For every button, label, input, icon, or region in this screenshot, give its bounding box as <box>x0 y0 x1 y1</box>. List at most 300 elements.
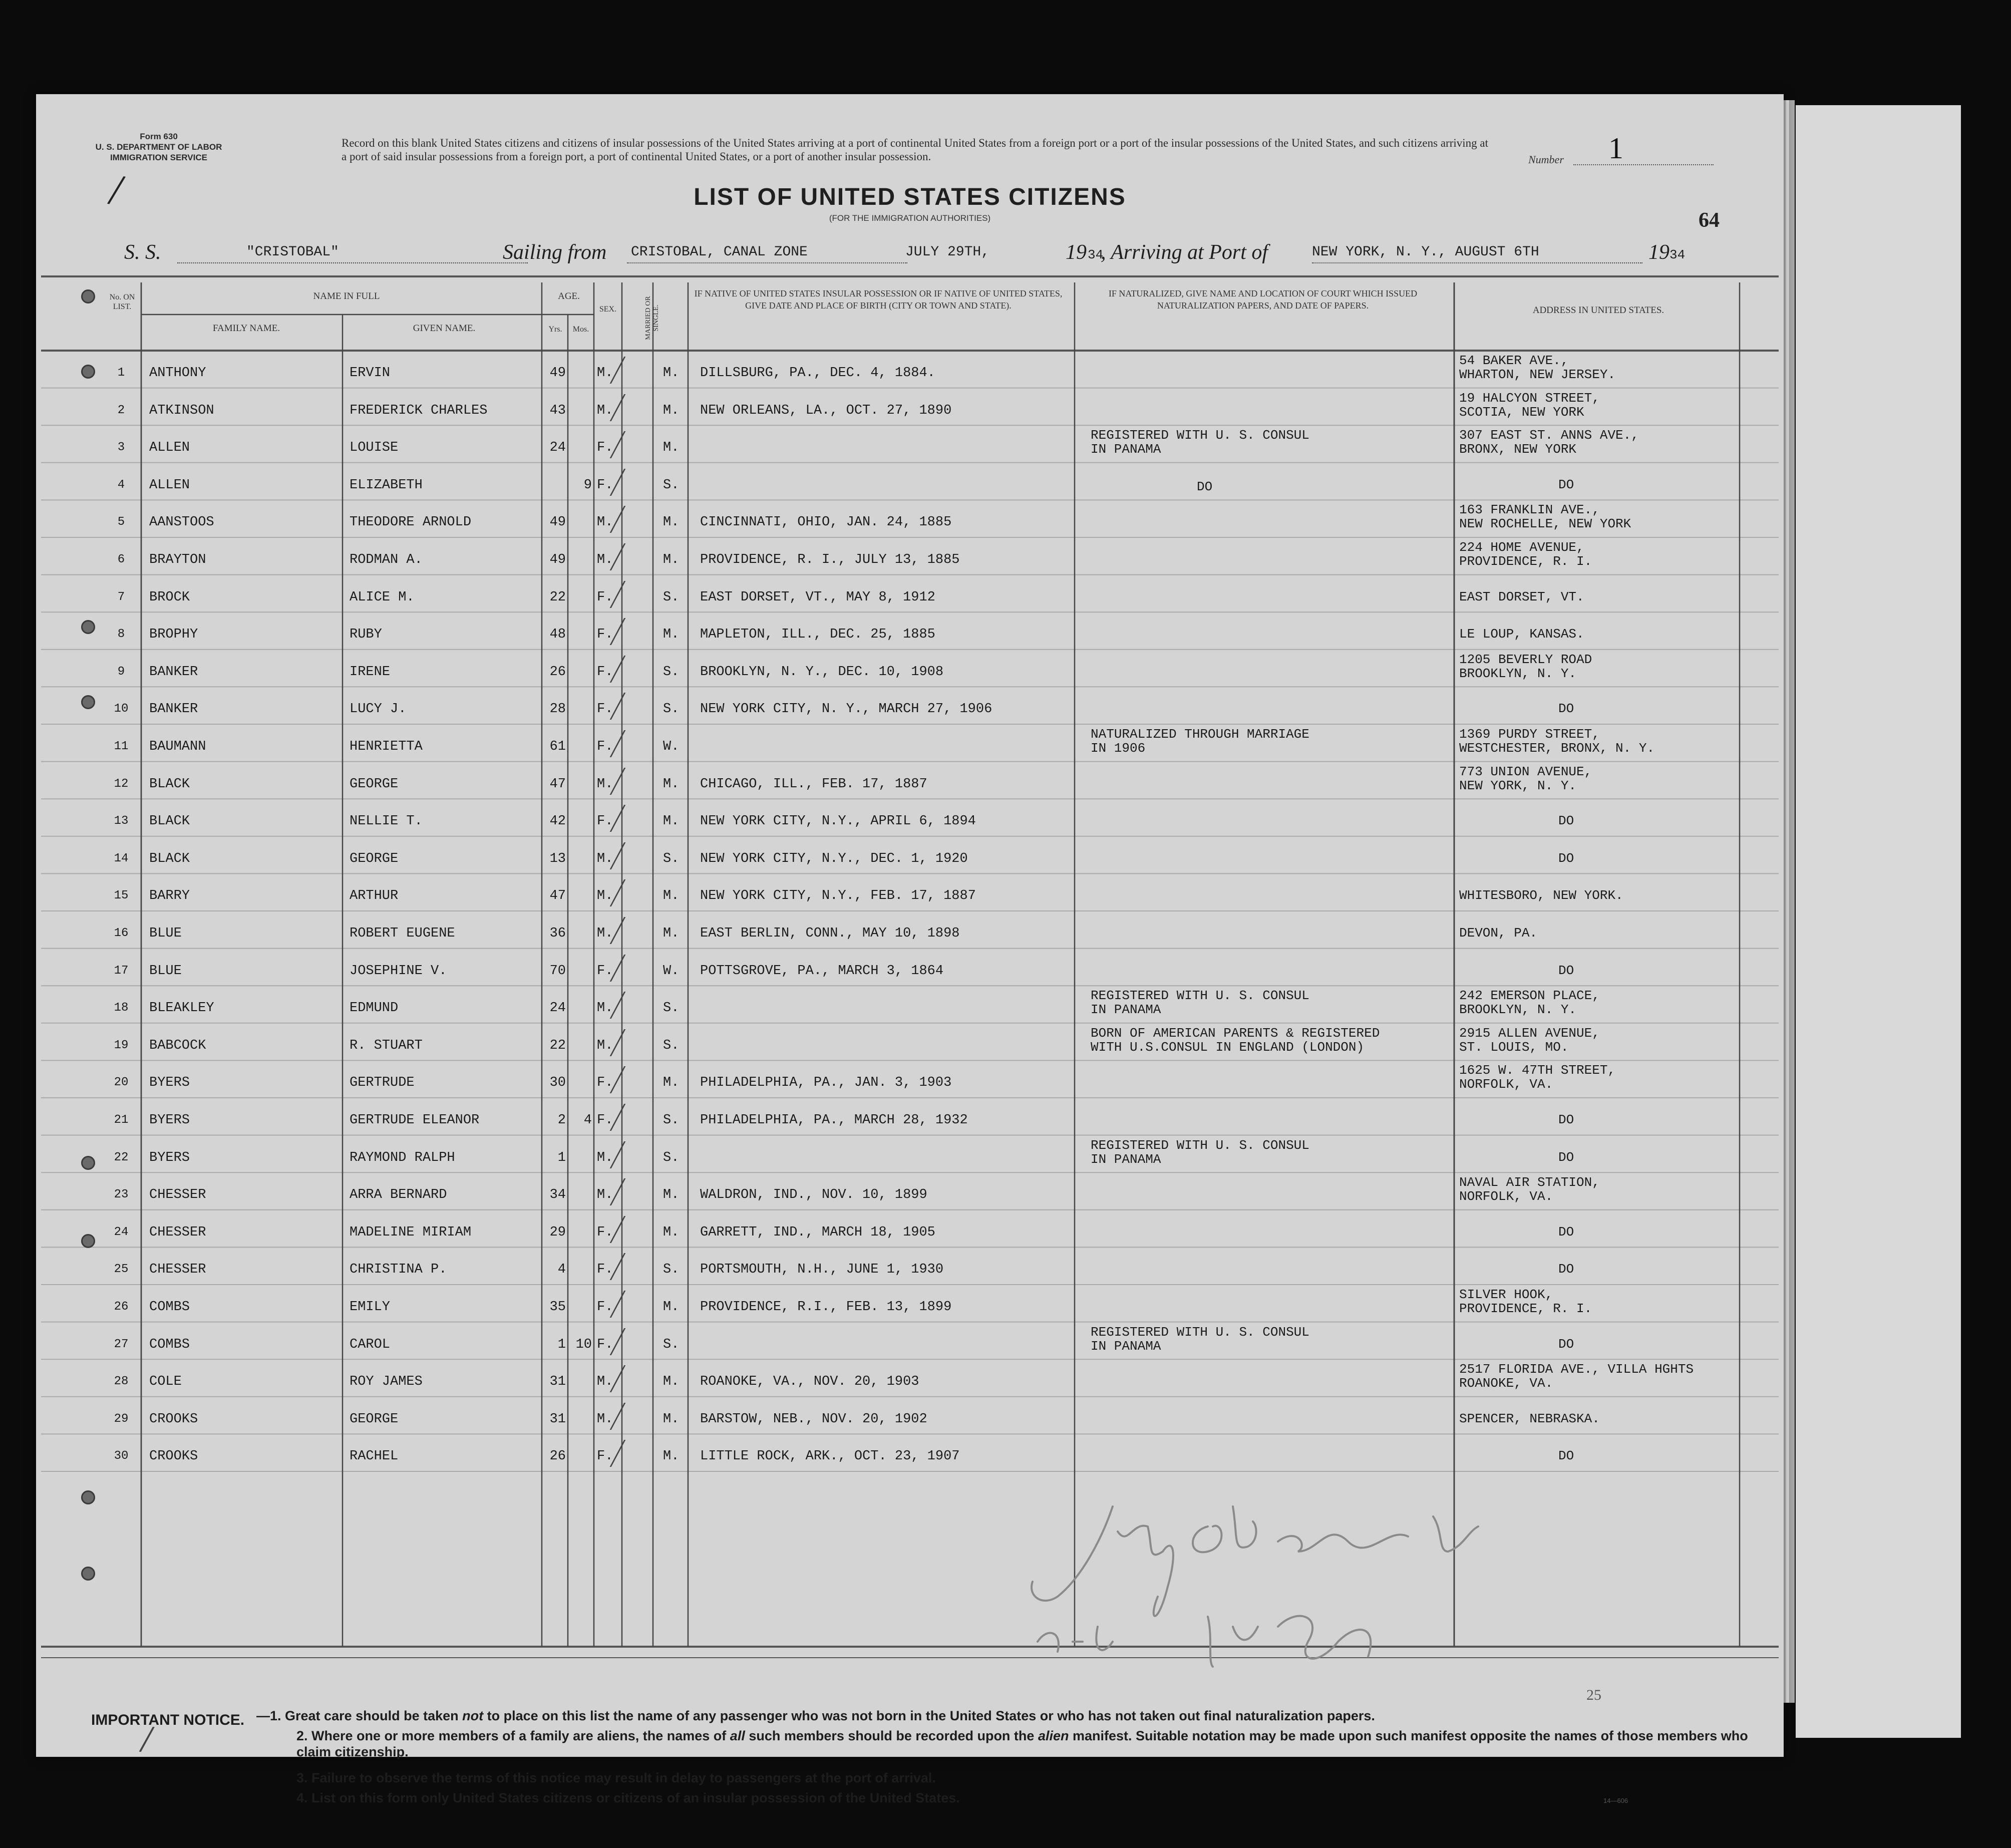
cell-age-years: 22 <box>549 589 566 605</box>
cell-given-name: EMILY <box>350 1300 391 1315</box>
cell-sex: M. <box>597 552 613 567</box>
cell-marital-status: S. <box>663 477 680 493</box>
binder-hole <box>81 1490 95 1504</box>
col-header-married: MARRIED OR SINGLE. <box>644 296 660 340</box>
arriving-year-prefix: 19 <box>1648 241 1669 264</box>
cell-list-number: 22 <box>114 1150 129 1164</box>
cell-age-years: 49 <box>549 552 566 567</box>
cell-list-number: 30 <box>114 1449 129 1463</box>
cell-naturalization-line-2: DO <box>1197 479 1213 494</box>
cell-list-number: 15 <box>114 889 129 903</box>
cell-marital-status: M. <box>663 1374 680 1390</box>
cell-list-number: 11 <box>114 740 129 753</box>
cell-family-name: CHESSER <box>149 1262 206 1278</box>
cell-list-number: 28 <box>114 1375 129 1389</box>
binder-hole <box>81 1567 95 1581</box>
cell-family-name: BLACK <box>149 851 190 866</box>
cell-family-name: BAUMANN <box>149 739 206 754</box>
cell-marital-status: S. <box>663 1337 680 1352</box>
cell-given-name: RUBY <box>350 627 382 643</box>
cell-naturalization-line-2: IN PANAMA <box>1091 1338 1161 1354</box>
cell-birth-place-date: NEW YORK CITY, N.Y., DEC. 1, 1920 <box>700 851 968 866</box>
cell-marital-status: S. <box>663 1038 680 1053</box>
binder-hole <box>81 365 95 379</box>
cell-naturalization-line-2: IN PANAMA <box>1091 442 1161 457</box>
cell-given-name: ROBERT EUGENE <box>350 926 455 941</box>
page-title: LIST OF UNITED STATES CITIZENS <box>694 184 1126 210</box>
page-number: 64 <box>1699 209 1720 232</box>
cell-sex: F. <box>597 1449 613 1464</box>
signature-stamp <box>997 1476 1578 1687</box>
cell-address-line-2: NEW YORK, N. Y. <box>1459 778 1577 793</box>
cell-sex: F. <box>597 963 613 979</box>
notice-item-3: 3. Failure to observe the terms of this notice may result in delay to passengers at the port of arrival. <box>296 1770 936 1785</box>
cell-given-name: ELIZABETH <box>350 477 423 493</box>
col-header-age: AGE. <box>558 291 580 301</box>
cell-marital-status: S. <box>663 1001 680 1016</box>
cell-sex: M. <box>597 776 613 792</box>
cell-marital-status: M. <box>663 552 680 567</box>
cell-marital-status: M. <box>663 1075 680 1091</box>
cell-sex: F. <box>597 589 613 605</box>
form-number: Form 630 <box>140 132 178 141</box>
cell-age-years: 4 <box>557 1262 566 1278</box>
cell-age-months: 4 <box>583 1113 592 1128</box>
cell-marital-status: W. <box>663 963 680 979</box>
cell-birth-place-date: WALDRON, IND., NOV. 10, 1899 <box>700 1187 927 1203</box>
cell-list-number: 9 <box>117 665 125 679</box>
cell-given-name: ROY JAMES <box>350 1374 423 1390</box>
cell-age-years: 24 <box>549 440 566 456</box>
binder-hole <box>81 1156 95 1170</box>
notice-title: IMPORTANT NOTICE. <box>91 1712 245 1728</box>
arriving-year: 34 <box>1669 247 1686 262</box>
cell-age-years: 29 <box>549 1224 566 1240</box>
cell-marital-status: S. <box>663 1150 680 1165</box>
cell-sex: M. <box>597 515 613 530</box>
cell-sex: M. <box>597 403 613 418</box>
notice-margin-mark: / <box>137 1716 156 1762</box>
cell-address-line-2: DO <box>1558 963 1574 978</box>
notice-item-4: 4. List on this form only United States citizens or citizens of an insular possession of the United States. <box>296 1790 960 1805</box>
cell-sex: F. <box>597 739 613 754</box>
cell-family-name: COMBS <box>149 1337 190 1352</box>
cell-birth-place-date: NEW YORK CITY, N. Y., MARCH 27, 1906 <box>700 702 992 717</box>
cell-sex: M. <box>597 1150 613 1165</box>
cell-marital-status: S. <box>663 851 680 866</box>
cell-given-name: FREDERICK CHARLES <box>350 403 488 418</box>
cell-sex: M. <box>597 851 613 866</box>
cell-family-name: AANSTOOS <box>149 515 214 530</box>
cell-age-years: 47 <box>549 888 566 904</box>
cell-marital-status: S. <box>663 1262 680 1278</box>
cell-marital-status: M. <box>663 814 680 829</box>
margin-check-mark: / <box>105 164 128 216</box>
cell-given-name: CAROL <box>350 1337 391 1352</box>
cell-birth-place-date: CINCINNATI, OHIO, JAN. 24, 1885 <box>700 515 952 530</box>
cell-address-line-2: DO <box>1558 701 1574 717</box>
cell-address-line-2: WHITESBORO, NEW YORK. <box>1459 888 1623 903</box>
cell-list-number: 17 <box>114 964 129 978</box>
cell-naturalization-line-2: IN 1906 <box>1091 741 1146 756</box>
cell-marital-status: S. <box>663 702 680 717</box>
cell-list-number: 27 <box>114 1337 129 1351</box>
department-name: U. S. DEPARTMENT OF LABOR <box>95 142 222 152</box>
cell-address-line-1: 773 UNION AVENUE, <box>1459 764 1592 779</box>
cell-birth-place-date: GARRETT, IND., MARCH 18, 1905 <box>700 1224 935 1240</box>
cell-given-name: GEORGE <box>350 1411 399 1427</box>
cell-family-name: CHESSER <box>149 1224 206 1240</box>
cell-sex: M. <box>597 1374 613 1390</box>
cell-birth-place-date: EAST BERLIN, CONN., MAY 10, 1898 <box>700 926 960 941</box>
cell-address-line-2: DO <box>1558 813 1574 829</box>
cell-birth-place-date: LITTLE ROCK, ARK., OCT. 23, 1907 <box>700 1449 960 1464</box>
cell-birth-place-date: ROANOKE, VA., NOV. 20, 1903 <box>700 1374 919 1390</box>
cell-address-line-2: DO <box>1558 1224 1574 1240</box>
cell-sex: M. <box>597 1411 613 1427</box>
cell-given-name: LOUISE <box>350 440 399 456</box>
cell-given-name: R. STUART <box>350 1038 423 1053</box>
cell-sex: F. <box>597 1075 613 1091</box>
cell-age-years: 1 <box>557 1337 566 1352</box>
cell-birth-place-date: PROVIDENCE, R. I., JULY 13, 1885 <box>700 552 960 567</box>
cell-address-line-2: BROOKLYN, N. Y. <box>1459 1002 1577 1018</box>
col-header-mos: Mos. <box>572 325 589 334</box>
notice-item-2-emphasis-alien: alien <box>1038 1728 1069 1743</box>
col-header-given: GIVEN NAME. <box>413 323 476 334</box>
cell-age-years: 26 <box>549 1449 566 1464</box>
cell-address-line-1: 307 EAST ST. ANNS AVE., <box>1459 428 1639 443</box>
cell-list-number: 16 <box>114 927 129 940</box>
cell-age-years: 28 <box>549 702 566 717</box>
notice-item-1-emphasis: not <box>462 1708 484 1723</box>
cell-age-years: 43 <box>549 403 566 418</box>
cell-marital-status: M. <box>663 403 680 418</box>
cell-address-line-2: LE LOUP, KANSAS. <box>1459 627 1584 642</box>
cell-naturalization-line-1: REGISTERED WITH U. S. CONSUL <box>1091 988 1309 1004</box>
cell-list-number: 21 <box>114 1113 129 1127</box>
cell-marital-status: S. <box>663 664 680 680</box>
col-header-birth: IF NATIVE OF UNITED STATES INSULAR POSSESSION OR IF NATIVE OF UNITED STATES, GIVE DATE AND PLACE OF BIRTH (CITY OR TOWN AND STATE). <box>694 288 1063 311</box>
sailing-year-prefix: 19 <box>1066 241 1087 264</box>
cell-address-line-2: DEVON, PA. <box>1459 926 1538 941</box>
cell-family-name: BABCOCK <box>149 1038 206 1053</box>
ss-label: S. S. <box>124 241 161 264</box>
cell-list-number: 10 <box>114 702 129 716</box>
cell-sex: F. <box>597 440 613 456</box>
ship-name: "CRISTOBAL" <box>246 244 339 260</box>
cell-age-months: 9 <box>583 477 592 493</box>
cell-family-name: BLEAKLEY <box>149 1001 214 1016</box>
cell-birth-place-date: POTTSGROVE, PA., MARCH 3, 1864 <box>700 963 944 979</box>
cell-family-name: BANKER <box>149 702 198 717</box>
cell-address-line-2: NEW ROCHELLE, NEW YORK <box>1459 516 1631 532</box>
arriving-port: NEW YORK, N. Y., AUGUST 6TH <box>1312 244 1539 260</box>
notice-item-1 <box>256 1708 1749 1724</box>
cell-address-line-1: 1625 W. 47TH STREET, <box>1459 1063 1616 1078</box>
cell-naturalization-line-1: REGISTERED WITH U. S. CONSUL <box>1091 1324 1309 1340</box>
binder-hole <box>81 695 95 709</box>
page-mark: 25 <box>1586 1687 1601 1703</box>
cell-list-number: 12 <box>114 777 129 791</box>
notice-item-1-text-a: —1. Great care should be taken <box>256 1708 463 1723</box>
col-header-naturalized: IF NATURALIZED, GIVE NAME AND LOCATION OF COURT WHICH ISSUED NATURALIZATION PAPERS, AND DATE OF PAPERS. <box>1108 288 1418 311</box>
cell-address-line-1: NAVAL AIR STATION, <box>1459 1175 1600 1190</box>
cell-address-line-1: 2517 FLORIDA AVE., VILLA HGHTS <box>1459 1362 1694 1377</box>
cell-sex: M. <box>597 366 613 381</box>
cell-family-name: CROOKS <box>149 1449 198 1464</box>
cell-age-years: 30 <box>549 1075 566 1091</box>
cell-family-name: ALLEN <box>149 440 190 456</box>
cell-family-name: BLUE <box>149 963 182 979</box>
cell-family-name: BANKER <box>149 664 198 680</box>
cell-given-name: CHRISTINA P. <box>350 1262 447 1278</box>
cell-age-years: 61 <box>549 739 566 754</box>
cell-family-name: COLE <box>149 1374 182 1390</box>
cell-list-number: 7 <box>117 590 125 604</box>
cell-age-years: 1 <box>557 1150 566 1165</box>
cell-list-number: 6 <box>117 553 125 566</box>
notice-item-2 <box>296 1728 1749 1760</box>
cell-list-number: 14 <box>114 851 129 865</box>
col-header-family: FAMILY NAME. <box>212 323 280 334</box>
cell-address-line-1: 163 FRANKLIN AVE., <box>1459 502 1600 518</box>
cell-sex: F. <box>597 1224 613 1240</box>
cell-address-line-2: DO <box>1558 477 1574 492</box>
cell-marital-status: M. <box>663 1224 680 1240</box>
cell-family-name: BARRY <box>149 888 190 904</box>
cell-sex: F. <box>597 1300 613 1315</box>
cell-family-name: BLACK <box>149 776 190 792</box>
cell-birth-place-date: NEW YORK CITY, N.Y., APRIL 6, 1894 <box>700 814 976 829</box>
cell-age-years: 24 <box>549 1001 566 1016</box>
cell-marital-status: M. <box>663 888 680 904</box>
cell-marital-status: S. <box>663 1113 680 1128</box>
cell-given-name: GEORGE <box>350 851 399 866</box>
cell-list-number: 23 <box>114 1188 129 1202</box>
cell-family-name: BYERS <box>149 1150 190 1165</box>
cell-age-years: 49 <box>549 515 566 530</box>
cell-given-name: GERTRUDE ELEANOR <box>350 1113 480 1128</box>
cell-birth-place-date: EAST DORSET, VT., MAY 8, 1912 <box>700 589 935 605</box>
cell-address-line-1: 1369 PURDY STREET, <box>1459 727 1600 742</box>
cell-age-years: 26 <box>549 664 566 680</box>
cell-marital-status: M. <box>663 776 680 792</box>
sailing-from: CRISTOBAL, CANAL ZONE <box>631 244 808 260</box>
cell-given-name: ERVIN <box>350 366 391 381</box>
col-header-no: No. ON LIST. <box>109 293 135 311</box>
cell-given-name: RAYMOND RALPH <box>350 1150 455 1165</box>
cell-sex: M. <box>597 1001 613 1016</box>
cell-family-name: ALLEN <box>149 477 190 493</box>
cell-age-months: 10 <box>575 1337 592 1352</box>
cell-age-years: 13 <box>549 851 566 866</box>
cell-marital-status: M. <box>663 627 680 643</box>
cell-address-line-2: BRONX, NEW YORK <box>1459 442 1577 457</box>
cell-marital-status: M. <box>663 926 680 941</box>
cell-address-line-2: DO <box>1558 1149 1574 1165</box>
cell-given-name: EDMUND <box>350 1001 399 1016</box>
cell-address-line-2: NORFOLK, VA. <box>1459 1077 1553 1092</box>
cell-list-number: 13 <box>114 814 129 828</box>
cell-family-name: BLACK <box>149 814 190 829</box>
form-code: 14—606 <box>1603 1797 1628 1804</box>
cell-list-number: 24 <box>114 1225 129 1239</box>
cell-address-line-2: DO <box>1558 1448 1574 1464</box>
cell-address-line-1: SILVER HOOK, <box>1459 1287 1553 1302</box>
cell-given-name: LUCY J. <box>350 702 407 717</box>
cell-birth-place-date: PROVIDENCE, R.I., FEB. 13, 1899 <box>700 1300 952 1315</box>
cell-address-line-2: NORFOLK, VA. <box>1459 1189 1553 1204</box>
cell-marital-status: M. <box>663 1411 680 1427</box>
cell-list-number: 29 <box>114 1412 129 1426</box>
cell-sex: F. <box>597 1113 613 1128</box>
cell-address-line-1: 54 BAKER AVE., <box>1459 353 1569 368</box>
cell-family-name: BROCK <box>149 589 190 605</box>
cell-birth-place-date: BROOKLYN, N. Y., DEC. 10, 1908 <box>700 664 944 680</box>
cell-given-name: RODMAN A. <box>350 552 423 567</box>
cell-family-name: CHESSER <box>149 1187 206 1203</box>
cell-marital-status: M. <box>663 1300 680 1315</box>
binder-hole <box>81 620 95 634</box>
cell-marital-status: M. <box>663 1187 680 1203</box>
cell-address-line-2: DO <box>1558 1112 1574 1127</box>
cell-birth-place-date: MAPLETON, ILL., DEC. 25, 1885 <box>700 627 935 643</box>
cell-marital-status: M. <box>663 1449 680 1464</box>
cell-age-years: 70 <box>549 963 566 979</box>
col-header-name-in-full: NAME IN FULL <box>313 291 380 301</box>
cell-birth-place-date: BARSTOW, NEB., NOV. 20, 1902 <box>700 1411 927 1427</box>
cell-given-name: RACHEL <box>350 1449 399 1464</box>
cell-family-name: BYERS <box>149 1113 190 1128</box>
cell-marital-status: W. <box>663 739 680 754</box>
cell-family-name: ATKINSON <box>149 403 214 418</box>
cell-marital-status: M. <box>663 515 680 530</box>
cell-list-number: 2 <box>117 403 125 417</box>
binder-hole <box>81 1234 95 1248</box>
notice-item-2-text-b: such members should be recorded upon the <box>745 1728 1038 1743</box>
cell-birth-place-date: PHILADELPHIA, PA., MARCH 28, 1932 <box>700 1113 968 1128</box>
cell-given-name: ALICE M. <box>350 589 415 605</box>
cell-given-name: ARRA BERNARD <box>350 1187 447 1203</box>
cell-sex: M. <box>597 1187 613 1203</box>
cell-age-years: 34 <box>549 1187 566 1203</box>
cell-sex: F. <box>597 1262 613 1278</box>
cell-naturalization-line-2: WITH U.S.CONSUL IN ENGLAND (LONDON) <box>1091 1039 1365 1055</box>
cell-list-number: 26 <box>114 1300 129 1314</box>
arriving-label: , Arriving at Port of <box>1101 241 1268 264</box>
cell-naturalization-line-2: IN PANAMA <box>1091 1151 1161 1167</box>
cell-age-years: 22 <box>549 1038 566 1053</box>
col-header-address: ADDRESS IN UNITED STATES. <box>1532 305 1664 316</box>
cell-address-line-2: PROVIDENCE, R. I. <box>1459 554 1592 569</box>
cell-naturalization-line-1: REGISTERED WITH U. S. CONSUL <box>1091 428 1309 443</box>
cell-age-years: 48 <box>549 627 566 643</box>
cell-given-name: MADELINE MIRIAM <box>350 1224 472 1240</box>
cell-age-years: 2 <box>557 1113 566 1128</box>
cell-address-line-2: DO <box>1558 850 1574 866</box>
cell-address-line-2: BROOKLYN, N. Y. <box>1459 666 1577 681</box>
binder-hole <box>81 289 95 303</box>
cell-sex: F. <box>597 664 613 680</box>
cell-birth-place-date: CHICAGO, ILL., FEB. 17, 1887 <box>700 776 927 792</box>
cell-sex: M. <box>597 888 613 904</box>
cell-list-number: 20 <box>114 1076 129 1090</box>
cell-address-line-2: ST. LOUIS, MO. <box>1459 1039 1569 1055</box>
sailing-date: JULY 29TH, <box>905 244 990 260</box>
number-label: Number <box>1528 153 1564 166</box>
cell-birth-place-date: NEW YORK CITY, N.Y., FEB. 17, 1887 <box>700 888 976 904</box>
cell-age-years: 35 <box>549 1300 566 1315</box>
cell-birth-place-date: DILLSBURG, PA., DEC. 4, 1884. <box>700 366 935 381</box>
cell-age-years: 31 <box>549 1374 566 1390</box>
cell-age-years: 36 <box>549 926 566 941</box>
cell-address-line-1: 242 EMERSON PLACE, <box>1459 988 1600 1004</box>
col-header-sex: SEX. <box>599 305 617 314</box>
cell-address-line-2: PROVIDENCE, R. I. <box>1459 1301 1592 1316</box>
cell-list-number: 1 <box>117 366 125 380</box>
cell-given-name: GERTRUDE <box>350 1075 415 1091</box>
cell-given-name: GEORGE <box>350 776 399 792</box>
notice-item-2-text-c: manifest. Suitable notation may be made upon such manifest opposite the names of those members who claim citizenship. <box>296 1728 1748 1759</box>
cell-marital-status: S. <box>663 589 680 605</box>
cell-given-name: ARTHUR <box>350 888 399 904</box>
cell-given-name: IRENE <box>350 664 391 680</box>
cell-sex: F. <box>597 814 613 829</box>
cell-family-name: BLUE <box>149 926 182 941</box>
cell-birth-place-date: PORTSMOUTH, N.H., JUNE 1, 1930 <box>700 1262 944 1278</box>
cell-list-number: 5 <box>117 515 125 529</box>
cell-sex: M. <box>597 926 613 941</box>
cell-age-years: 49 <box>549 366 566 381</box>
cell-address-line-2: SPENCER, NEBRASKA. <box>1459 1411 1600 1426</box>
cell-address-line-2: WESTCHESTER, BRONX, N. Y. <box>1459 741 1655 756</box>
cell-family-name: CROOKS <box>149 1411 198 1427</box>
cell-address-line-1: 19 HALCYON STREET, <box>1459 390 1600 406</box>
notice-item-2-text-a: 2. Where one or more members of a family are aliens, the names of <box>296 1728 730 1743</box>
cell-given-name: HENRIETTA <box>350 739 423 754</box>
cell-sex: F. <box>597 1337 613 1352</box>
cell-list-number: 3 <box>117 441 125 455</box>
cell-address-line-2: ROANOKE, VA. <box>1459 1376 1553 1391</box>
cell-age-years: 47 <box>549 776 566 792</box>
cell-marital-status: M. <box>663 440 680 456</box>
cell-sex: F. <box>597 477 613 493</box>
cell-naturalization-line-1: NATURALIZED THROUGH MARRIAGE <box>1091 727 1309 742</box>
cell-birth-place-date: PHILADELPHIA, PA., JAN. 3, 1903 <box>700 1075 952 1091</box>
cell-list-number: 8 <box>117 628 125 642</box>
cell-naturalization-line-2: IN PANAMA <box>1091 1002 1161 1018</box>
manifest-sheet <box>36 94 1784 1805</box>
cell-sex: M. <box>597 1038 613 1053</box>
cell-list-number: 25 <box>114 1263 129 1277</box>
col-header-yrs: Yrs. <box>548 325 562 334</box>
cell-sex: F. <box>597 702 613 717</box>
cell-address-line-1: 2915 ALLEN AVENUE, <box>1459 1025 1600 1041</box>
sailing-label: Sailing from <box>503 241 607 264</box>
cell-given-name: JOSEPHINE V. <box>350 963 447 979</box>
cell-given-name: NELLIE T. <box>350 814 423 829</box>
cell-address-line-1: 1205 BEVERLY ROAD <box>1459 652 1592 667</box>
cell-address-line-2: EAST DORSET, VT. <box>1459 589 1584 604</box>
cell-age-years: 42 <box>549 814 566 829</box>
cell-marital-status: M. <box>663 366 680 381</box>
cell-address-line-2: WHARTON, NEW JERSEY. <box>1459 367 1616 382</box>
cell-family-name: BROPHY <box>149 627 198 643</box>
sailing-year: 34 <box>1088 247 1104 262</box>
cell-birth-place-date: NEW ORLEANS, LA., OCT. 27, 1890 <box>700 403 952 418</box>
notice-item-1-text-b: to place on this list the name of any passenger who was not born in the United States or who has not taken out final naturalization papers. <box>483 1708 1375 1723</box>
